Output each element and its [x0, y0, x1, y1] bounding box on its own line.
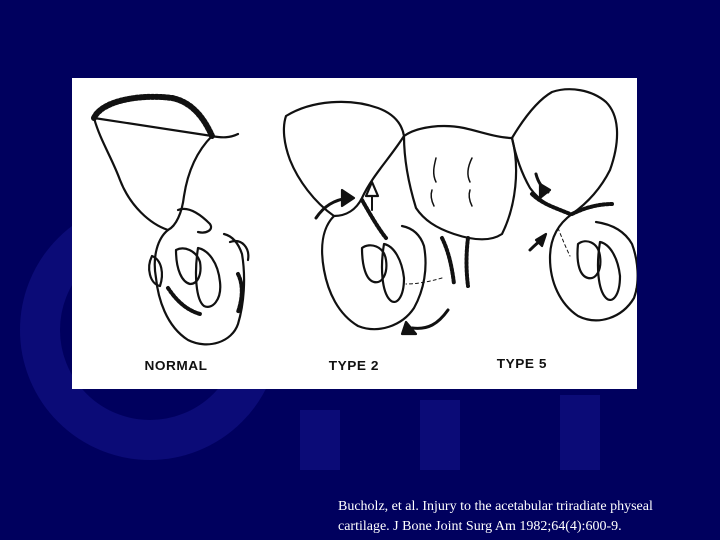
citation-line-1: Bucholz, et al. Injury to the acetabular triradiate physeal: [338, 499, 653, 514]
citation: [338, 497, 718, 537]
citation-line-2: cartilage. J Bone Joint Surg Am 1982;64(4):600-9.: [338, 519, 622, 534]
label-type5: TYPE 5: [496, 356, 547, 371]
normal-hemipelvis: [94, 97, 248, 345]
figure-panel: [72, 78, 637, 389]
label-normal: NORMAL: [144, 358, 208, 373]
displacement-arrows: [316, 174, 550, 334]
type2-type5-pelvis: [284, 89, 637, 329]
pelvis-diagram: [72, 78, 637, 389]
label-type2: TYPE 2: [328, 358, 379, 373]
